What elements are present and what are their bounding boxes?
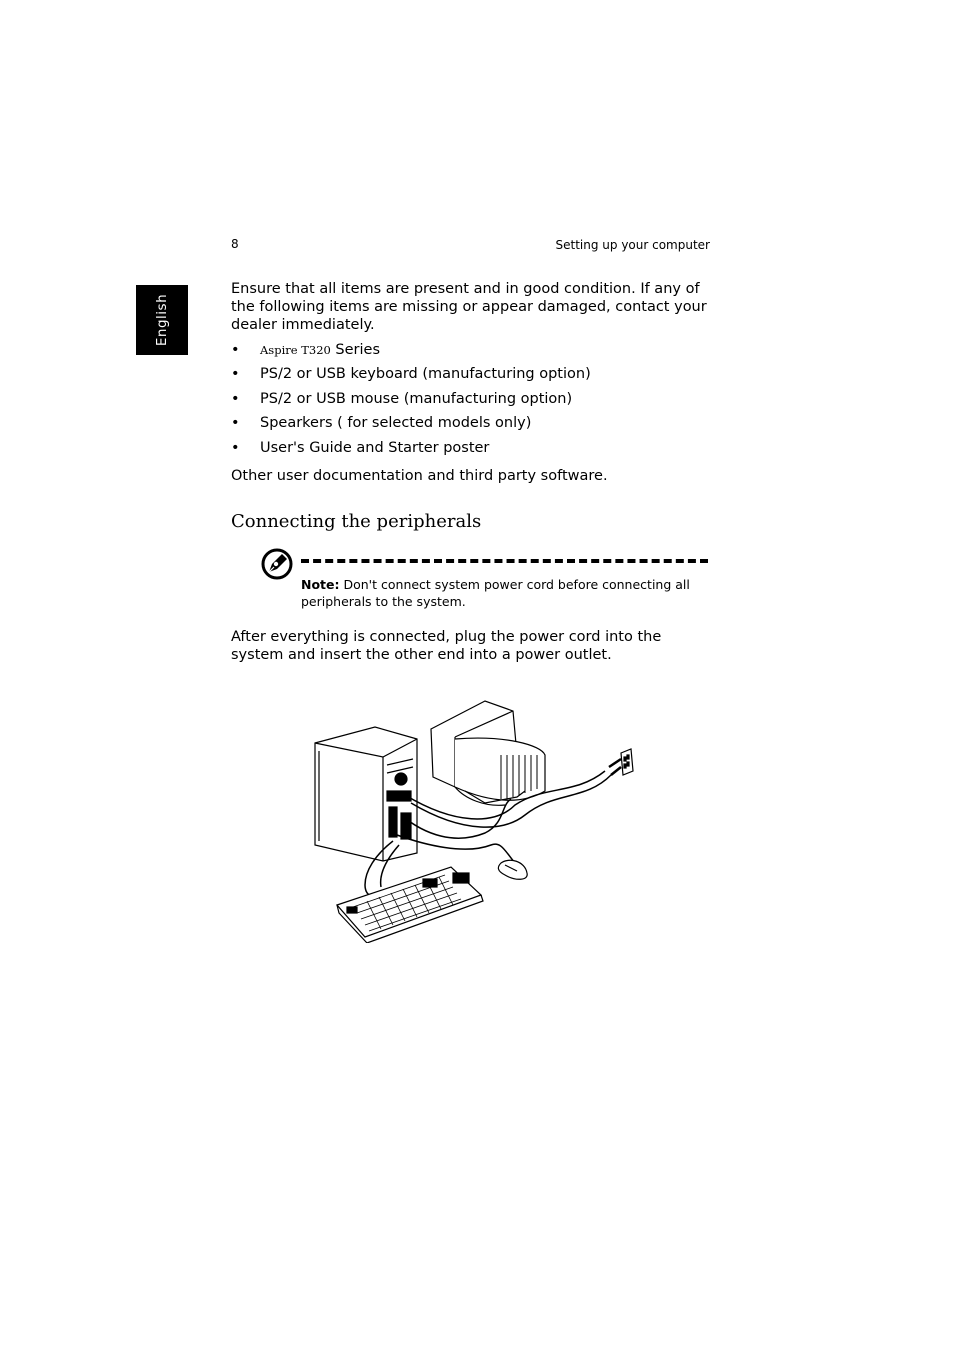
bullet: •: [231, 342, 240, 358]
list-item: [231, 439, 711, 463]
after-paragraph: After everything is connected, plug the power cord into the system and insert the other end into a power outlet.: [231, 629, 662, 663]
bullet: •: [231, 415, 240, 432]
language-tab-label: English: [154, 293, 170, 347]
power-outlet: [609, 749, 633, 775]
section-heading: Connecting the peripherals: [231, 511, 482, 532]
list-item-text: User's Guide and Starter poster: [260, 439, 490, 456]
list-item: [231, 365, 711, 389]
list-item: [231, 390, 711, 414]
monitor: [431, 701, 545, 805]
list-item-text: PS/2 or USB mouse (manufacturing option): [260, 390, 573, 407]
bullet: •: [231, 390, 240, 407]
note-text: [301, 577, 701, 610]
product-name: Aspire T320: [260, 343, 331, 357]
page-number: 8: [231, 237, 239, 251]
note-pen-icon: [261, 548, 293, 580]
note-divider: [301, 559, 708, 563]
computer-setup-illustration: [305, 695, 641, 943]
note-body: Don't connect system power cord before connecting all peripherals to the system.: [301, 577, 690, 609]
package-contents-list: [231, 341, 711, 463]
running-header: Setting up your computer: [555, 238, 710, 252]
list-item-text: Spearkers ( for selected models only): [260, 415, 532, 432]
tower-case: [315, 727, 417, 861]
intro-paragraph: Ensure that all items are present and in good condition. If any of the following items are missing or appear damaged, contact your dealer immediately.: [231, 281, 707, 333]
bullet: •: [231, 366, 240, 383]
list-item: [231, 414, 711, 438]
mouse: [498, 860, 527, 879]
keyboard: [337, 867, 483, 943]
list-item: [231, 341, 711, 365]
list-item-text: Series: [330, 342, 381, 358]
bullet: •: [231, 439, 240, 456]
language-tab: [136, 285, 188, 355]
closing-paragraph: Other user documentation and third party software.: [231, 468, 608, 484]
note-label: Note:: [301, 577, 340, 592]
list-item-text: PS/2 or USB keyboard (manufacturing option): [260, 366, 591, 383]
